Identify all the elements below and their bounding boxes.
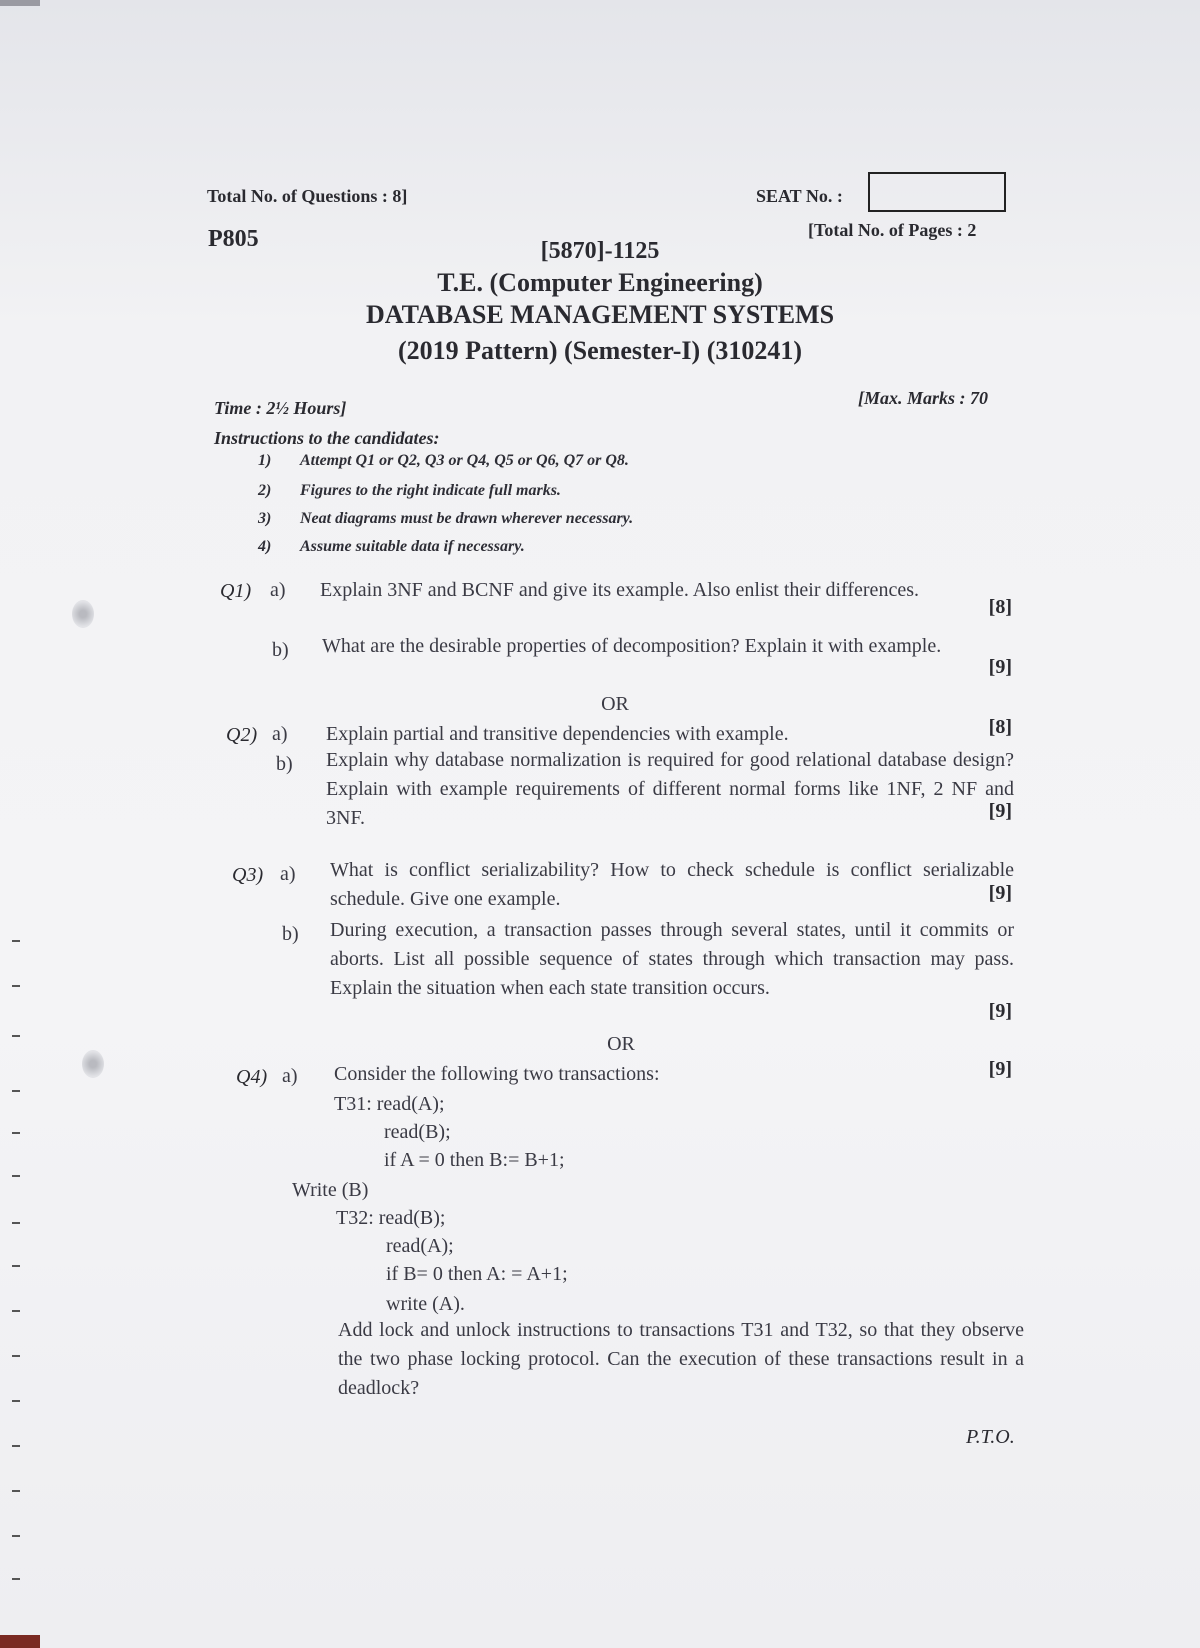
part-label: b) — [272, 639, 289, 661]
code-line: T32: read(B); — [336, 1207, 446, 1229]
margin-tick — [12, 1310, 20, 1312]
code-line: if B= 0 then A: = A+1; — [386, 1263, 568, 1285]
marks-badge: [9] — [988, 1000, 1012, 1022]
or-separator: OR — [607, 1033, 635, 1055]
marks-badge: [9] — [988, 656, 1012, 678]
margin-tick — [12, 1400, 20, 1402]
time-label: Time : 2½ Hours] — [214, 398, 347, 418]
instructions-heading: Instructions to the candidates: — [214, 428, 440, 448]
paper-code: P805 — [208, 226, 259, 252]
margin-tick — [12, 940, 20, 942]
seat-number-box[interactable] — [868, 172, 1006, 212]
question-text: Explain why database normalization is required for good relational database design? Explain with example requirements of different normal forms like 1NF, 2 NF and 3NF. — [326, 749, 1014, 829]
margin-tick — [12, 1175, 20, 1177]
margin-tick — [12, 1132, 20, 1134]
marks-badge: [8] — [988, 596, 1012, 618]
code-line: read(B); — [384, 1121, 451, 1143]
marks-badge: [9] — [988, 882, 1012, 904]
code-line: T31: read(A); — [334, 1093, 445, 1115]
total-pages: [Total No. of Pages : 2 — [808, 220, 977, 240]
part-label: a) — [280, 863, 296, 885]
margin-tick — [12, 985, 20, 987]
question-number: Q3) — [232, 864, 264, 886]
punch-hole — [72, 600, 94, 628]
question-number: Q4) — [236, 1066, 268, 1088]
instruction-text: Assume suitable data if necessary. — [300, 538, 525, 555]
paper-edge-shadow — [0, 0, 40, 6]
part-label: a) — [282, 1065, 298, 1087]
instruction-number: 2) — [258, 482, 272, 499]
marks-badge: [9] — [988, 1058, 1012, 1080]
question-number: Q2) — [226, 724, 258, 746]
subject-title: DATABASE MANAGEMENT SYSTEMS — [365, 300, 835, 329]
instruction-number: 1) — [258, 452, 272, 469]
punch-hole — [82, 1050, 104, 1078]
question-text: Consider the following two transactions: — [334, 1063, 660, 1085]
total-questions: Total No. of Questions : 8] — [207, 186, 408, 206]
margin-tick — [12, 1222, 20, 1224]
max-marks: [Max. Marks : 70 — [858, 388, 989, 408]
or-separator: OR — [601, 693, 629, 715]
pto-label: P.T.O. — [966, 1426, 1015, 1448]
margin-tick — [12, 1355, 20, 1357]
margin-tick — [12, 1265, 20, 1267]
marks-badge: [8] — [988, 716, 1012, 738]
margin-tick — [12, 1535, 20, 1537]
instruction-text: Neat diagrams must be drawn wherever necessary. — [300, 510, 634, 527]
margin-tick — [12, 1035, 20, 1037]
margin-tick — [12, 1490, 20, 1492]
question-number: Q1) — [220, 580, 252, 602]
instruction-number: 4) — [258, 538, 272, 555]
pattern-title: (2019 Pattern) (Semester-I) (310241) — [397, 336, 803, 365]
instruction-number: 3) — [258, 510, 272, 527]
code-line: if A = 0 then B:= B+1; — [384, 1149, 565, 1171]
part-label: b) — [276, 753, 293, 775]
course-title: T.E. (Computer Engineering) — [437, 268, 763, 297]
instruction-text: Attempt Q1 or Q2, Q3 or Q4, Q5 or Q6, Q7 or Q8. — [300, 452, 629, 469]
marks-badge: [9] — [988, 800, 1012, 822]
code-line: Write (B) — [292, 1179, 369, 1201]
question-text: Explain partial and transitive dependencies with example. — [326, 723, 789, 745]
question-text: What is conflict serializability? How to check schedule is conflict serializable schedule. Give one example. — [330, 859, 1014, 910]
question-text: What are the desirable properties of decomposition? Explain it with example. — [322, 635, 942, 657]
code-line: read(A); — [386, 1235, 454, 1257]
instruction-text: Figures to the right indicate full marks. — [300, 482, 561, 499]
edge-mark — [0, 1635, 40, 1648]
margin-tick — [12, 1445, 20, 1447]
question-text: Add lock and unlock instructions to transactions T31 and T32, so that they observe the two phase locking protocol. Can the execution of these transactions result in a deadlock? — [338, 1319, 1024, 1399]
part-label: a) — [270, 579, 286, 601]
margin-tick — [12, 1578, 20, 1580]
code-line: write (A). — [386, 1293, 465, 1315]
question-text: Explain 3NF and BCNF and give its example. Also enlist their differences. — [320, 579, 919, 601]
margin-tick — [12, 1090, 20, 1092]
exam-code: [5870]-1125 — [540, 238, 660, 264]
question-text: During execution, a transaction passes through several states, until it commits or aborts. List all possible sequence of states through which transaction may pass. Explain the situation when each state transition occurs. — [330, 919, 1014, 999]
seat-number-label: SEAT No. : — [756, 186, 843, 206]
part-label: b) — [282, 923, 299, 945]
part-label: a) — [272, 723, 288, 745]
